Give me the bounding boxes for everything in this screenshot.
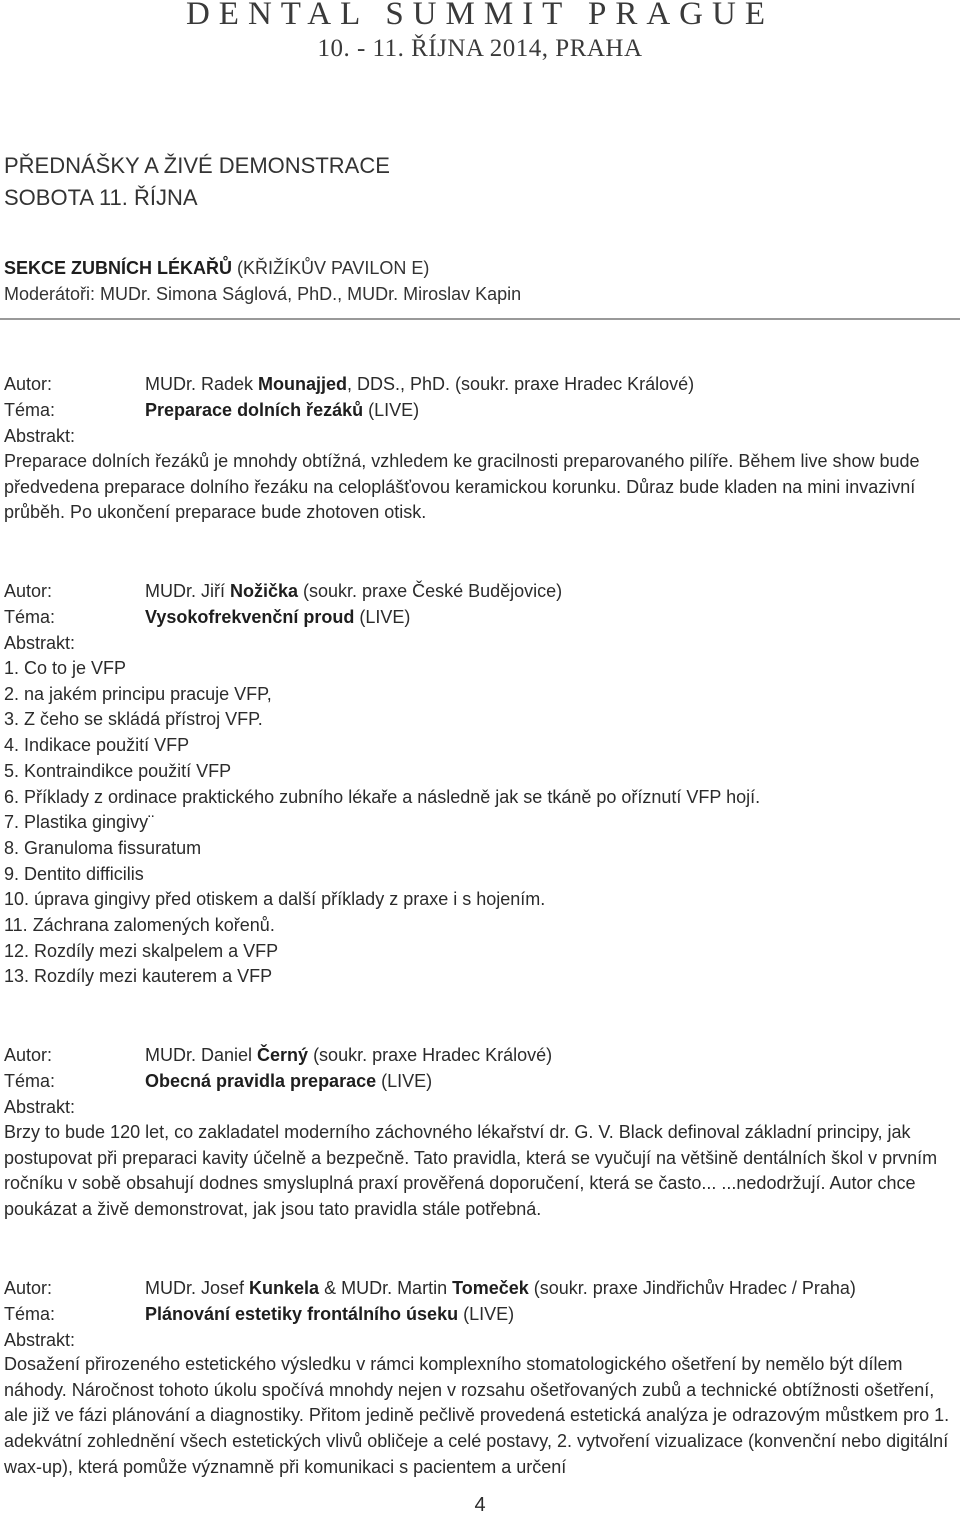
talk-2-topic-row <box>4 604 954 630</box>
talk-4-author <box>145 1278 856 1298</box>
talk-3-author-row <box>4 1042 954 1068</box>
topic-title: Plánování estetiky frontálního úseku <box>145 1304 459 1324</box>
list-item: 9. Dentito difficilis <box>4 863 144 884</box>
talk-1-abstract-label: Abstrakt: <box>4 426 76 446</box>
author-label: Autor: <box>4 581 53 601</box>
list-item: 11. Záchrana zalomených kořenů. <box>4 915 275 936</box>
talk-1-topic <box>145 400 419 420</box>
author-suffix: , DDS., PhD. (soukr. praxe Hradec Králové) <box>347 374 695 394</box>
list-item: 4. Indikace použití VFP <box>4 735 190 756</box>
talk-2-topic <box>145 607 410 627</box>
talk-2-abstract-list <box>4 656 760 990</box>
topic-label: Téma: <box>4 1304 56 1324</box>
author-surname: Černý <box>257 1045 309 1065</box>
list-item: 5. Kontraindikce použití VFP <box>4 760 232 781</box>
talk-2-author-row <box>4 578 954 604</box>
talk-1-author-row <box>4 371 954 397</box>
talk-3-author <box>145 1045 552 1065</box>
talk-4-topic <box>145 1304 514 1324</box>
section-divider <box>0 318 960 320</box>
talk-4-abstract-label: Abstrakt: <box>4 1330 76 1350</box>
author-suffix: (soukr. praxe Jindřichův Hradec / Praha) <box>528 1278 856 1298</box>
talk-2-author <box>145 581 562 601</box>
topic-suffix: (LIVE) <box>458 1304 515 1324</box>
topic-suffix: (LIVE) <box>376 1071 433 1091</box>
author-label: Autor: <box>4 374 53 394</box>
author-prefix: MUDr. Jiří <box>145 581 230 601</box>
author-prefix: MUDr. Daniel <box>145 1045 258 1065</box>
talk-4-topic-row <box>4 1301 954 1327</box>
author-prefix: MUDr. Josef <box>145 1278 250 1298</box>
topic-suffix: (LIVE) <box>354 607 411 627</box>
author-surname-2: Tomeček <box>452 1278 529 1298</box>
author-suffix: (soukr. praxe České Budějovice) <box>298 581 563 601</box>
list-item: 7. Plastika gingivy¨ <box>4 812 155 833</box>
list-item: 12. Rozdíly mezi skalpelem a VFP <box>4 940 279 961</box>
topic-label: Téma: <box>4 400 56 420</box>
author-surname: Nožička <box>230 581 299 601</box>
list-item: 8. Granuloma fissuratum <box>4 837 202 858</box>
talk-2-abstract-label: Abstrakt: <box>4 633 76 653</box>
topic-label: Téma: <box>4 1071 56 1091</box>
event-date: 10. - 11. ŘÍJNA 2014, PRAHA <box>317 35 643 62</box>
talk-1-topic-row <box>4 397 954 423</box>
author-prefix: MUDr. Radek <box>145 374 259 394</box>
talk-4-author-row <box>4 1275 954 1301</box>
section-heading: PŘEDNÁŠKY A ŽIVÉ DEMONSTRACE <box>4 153 390 178</box>
author-label: Autor: <box>4 1045 53 1065</box>
moderators: Moderátoři: MUDr. Simona Ságlová, PhD., MUDr. Miroslav Kapin <box>4 284 522 304</box>
section-name <box>4 256 429 281</box>
talk-3-topic <box>145 1071 432 1091</box>
section-name-rest: (KŘIŽÍKŮV PAVILON E) <box>232 258 430 278</box>
author-middle: & MUDr. Martin <box>319 1278 453 1298</box>
section-day: SOBOTA 11. ŘÍJNA <box>4 185 198 210</box>
topic-label: Téma: <box>4 607 56 627</box>
event-title: DENTAL SUMMIT PRAGUE <box>185 0 775 32</box>
list-item: 3. Z čeho se skládá přístroj VFP. <box>4 709 263 730</box>
topic-title: Preparace dolních řezáků <box>145 400 364 420</box>
talk-3-topic-row <box>4 1068 954 1094</box>
list-item: 2. na jakém principu pracuje VFP, <box>4 683 272 704</box>
talk-1-abstract: Preparace dolních řezáků je mnohdy obtížná, vzhledem ke gracilnosti preparovaného pilíře. Během live show bude předvedena preparace dolního řezáku na celoplášťovou keramickou korunku. Důraz bude kladen na mini invazivní průběh. Po ukončení preparace bude zhotoven otisk. <box>4 451 920 523</box>
author-surname: Mounajjed <box>258 374 348 394</box>
author-label: Autor: <box>4 1278 53 1298</box>
list-item: 6. Příklady z ordinace praktického zubního lékaře a následně jak se tkáně po oříznutí VFP hojí. <box>4 786 761 807</box>
talk-3-abstract-label: Abstrakt: <box>4 1097 76 1117</box>
topic-title: Obecná pravidla preparace <box>145 1071 377 1091</box>
talk-4-abstract: Dosažení přirozeného estetického výsledku v rámci komplexního stomatologického ošetření by nemělo být dílem náhody. Náročnost tohoto úkolu spočívá mnohdy nejen v rozsahu ošetřovaných zubů a technické obtížnosti ošetření, ale již ve fázi plánování a diagnostiky. Přitom jedině pečlivě provedená estetická analýza je odrazovým můstkem pro 1. adekvátní zohlednění všech estetických vlivů obličeje a celé postavy, 2. vytvoření vizualizace (konvenční nebo digitální wax-up), která pomůže významně při komunikaci s pacientem a určení <box>4 1354 950 1477</box>
list-item: 13. Rozdíly mezi kauterem a VFP <box>4 966 273 987</box>
topic-title: Vysokofrekvenční proud <box>145 607 355 627</box>
talk-3-abstract: Brzy to bude 120 let, co zakladatel moderního záchovného lékařství dr. G. V. Black definoval základní principy, jak postupovat při preparaci kavity účelně a bezpečně. Tato pravidla, která se vyučují na většině dentálních škol v prvním ročníku v sobě obsahují dodnes smysluplná praxí prověřená doporučení, která se často... ...nedodržují. Autor chce poukázat a živě demonstrovat, jak jsou tato pravidla stále potřebná. <box>4 1122 938 1220</box>
section-name-bold: SEKCE ZUBNÍCH LÉKAŘŮ <box>4 258 233 278</box>
topic-suffix: (LIVE) <box>363 400 420 420</box>
list-item: 1. Co to je VFP <box>4 658 127 678</box>
list-item: 10. úprava gingivy před otiskem a další příklady z praxe i s hojením. <box>4 889 546 910</box>
author-suffix: (soukr. praxe Hradec Králové) <box>308 1045 553 1065</box>
talk-1-author <box>145 374 694 394</box>
author-surname: Kunkela <box>249 1278 320 1298</box>
page-number: 4 <box>474 1494 486 1516</box>
